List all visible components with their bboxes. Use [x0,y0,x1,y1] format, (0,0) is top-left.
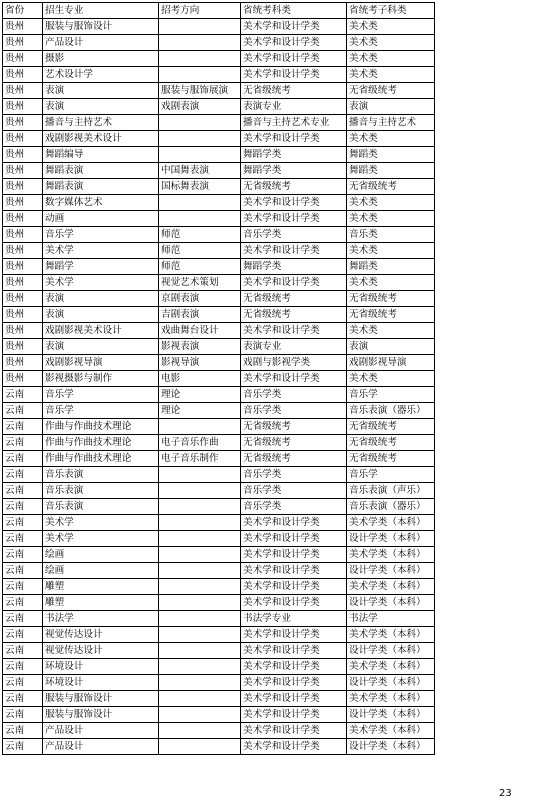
cell-province: 云南 [3,451,43,467]
cell-province: 云南 [3,403,43,419]
cell-exam-category: 美术学和设计学类 [241,707,347,723]
cell-direction [159,467,241,483]
cell-direction [159,211,241,227]
page-number: 23 [499,788,512,799]
cell-major: 表演 [43,83,159,99]
cell-province: 云南 [3,627,43,643]
cell-province: 贵州 [3,115,43,131]
cell-province: 贵州 [3,51,43,67]
cell-major: 雕塑 [43,579,159,595]
table-row [3,83,435,99]
table-row [3,19,435,35]
cell-direction: 戏剧表演 [159,99,241,115]
cell-major: 戏剧影视导演 [43,355,159,371]
cell-province: 贵州 [3,179,43,195]
cell-exam-subcategory: 美术类 [347,51,435,67]
cell-province: 贵州 [3,243,43,259]
table-row [3,467,435,483]
table-row [3,387,435,403]
cell-major: 舞蹈表演 [43,163,159,179]
cell-exam-category: 美术学和设计学类 [241,371,347,387]
cell-exam-subcategory: 舞蹈类 [347,259,435,275]
cell-major: 雕塑 [43,595,159,611]
table-row [3,403,435,419]
cell-exam-category: 无省级统考 [241,435,347,451]
cell-major: 产品设计 [43,739,159,755]
cell-exam-subcategory: 设计学类（本科） [347,675,435,691]
table-row [3,115,435,131]
cell-province: 云南 [3,515,43,531]
cell-direction [159,195,241,211]
cell-major: 表演 [43,291,159,307]
cell-exam-category: 美术学和设计学类 [241,323,347,339]
cell-direction [159,131,241,147]
cell-direction: 电影 [159,371,241,387]
cell-direction [159,499,241,515]
cell-direction: 电子音乐制作 [159,451,241,467]
cell-province: 贵州 [3,67,43,83]
cell-exam-subcategory: 音乐表演（器乐） [347,499,435,515]
table-row [3,691,435,707]
cell-major: 舞蹈编导 [43,147,159,163]
cell-major: 美术学 [43,275,159,291]
table-row [3,579,435,595]
cell-exam-category: 美术学和设计学类 [241,595,347,611]
cell-exam-category: 无省级统考 [241,419,347,435]
table-row [3,451,435,467]
table-row [3,323,435,339]
cell-exam-category: 无省级统考 [241,451,347,467]
cell-province: 贵州 [3,275,43,291]
cell-exam-subcategory: 音乐学 [347,467,435,483]
cell-exam-subcategory: 音乐类 [347,227,435,243]
cell-major: 表演 [43,99,159,115]
cell-exam-subcategory: 美术类 [347,67,435,83]
cell-exam-category: 无省级统考 [241,83,347,99]
table-row [3,67,435,83]
cell-exam-subcategory: 音乐表演（声乐） [347,483,435,499]
cell-direction [159,659,241,675]
cell-exam-category: 美术学和设计学类 [241,563,347,579]
cell-exam-subcategory: 舞蹈类 [347,147,435,163]
admissions-table [2,2,435,755]
cell-major: 视觉传达设计 [43,643,159,659]
cell-direction [159,419,241,435]
cell-major: 音乐学 [43,387,159,403]
table-row [3,211,435,227]
header-direction: 招考方向 [159,3,241,19]
table-body [3,19,435,755]
cell-exam-subcategory: 美术类 [347,371,435,387]
cell-direction [159,723,241,739]
cell-direction [159,51,241,67]
cell-province: 贵州 [3,83,43,99]
cell-province: 云南 [3,387,43,403]
cell-major: 音乐表演 [43,467,159,483]
cell-exam-category: 美术学和设计学类 [241,35,347,51]
cell-province: 贵州 [3,35,43,51]
cell-exam-category: 音乐学类 [241,403,347,419]
cell-exam-subcategory: 无省级统考 [347,451,435,467]
cell-province: 贵州 [3,211,43,227]
cell-province: 云南 [3,739,43,755]
table-row [3,291,435,307]
cell-exam-subcategory: 美术类 [347,195,435,211]
cell-exam-category: 美术学和设计学类 [241,243,347,259]
table-row [3,195,435,211]
cell-major: 舞蹈表演 [43,179,159,195]
cell-major: 戏剧影视美术设计 [43,131,159,147]
cell-province: 贵州 [3,339,43,355]
cell-direction [159,675,241,691]
cell-direction: 影视表演 [159,339,241,355]
cell-exam-subcategory: 设计学类（本科） [347,595,435,611]
table-row [3,147,435,163]
table-row [3,419,435,435]
table-row [3,611,435,627]
cell-exam-subcategory: 无省级统考 [347,419,435,435]
cell-exam-category: 美术学和设计学类 [241,275,347,291]
cell-major: 绘画 [43,547,159,563]
cell-exam-subcategory: 美术类 [347,211,435,227]
cell-direction [159,691,241,707]
cell-major: 艺术设计学 [43,67,159,83]
cell-exam-subcategory: 美术学类（本科） [347,579,435,595]
cell-exam-category: 美术学和设计学类 [241,739,347,755]
table-row [3,307,435,323]
cell-exam-subcategory: 无省级统考 [347,291,435,307]
cell-major: 环境设计 [43,659,159,675]
table-row [3,435,435,451]
cell-exam-category: 表演专业 [241,99,347,115]
cell-province: 云南 [3,435,43,451]
cell-direction [159,611,241,627]
cell-province: 贵州 [3,371,43,387]
cell-major: 摄影 [43,51,159,67]
cell-direction [159,483,241,499]
cell-exam-category: 音乐学类 [241,387,347,403]
table-row [3,355,435,371]
cell-province: 云南 [3,675,43,691]
cell-province: 贵州 [3,227,43,243]
cell-direction: 中国舞表演 [159,163,241,179]
cell-exam-category: 美术学和设计学类 [241,627,347,643]
cell-major: 服装与服饰设计 [43,707,159,723]
cell-exam-subcategory: 播音与主持艺术 [347,115,435,131]
cell-province: 贵州 [3,323,43,339]
table-row [3,515,435,531]
cell-exam-category: 美术学和设计学类 [241,19,347,35]
cell-province: 贵州 [3,163,43,179]
table-row [3,371,435,387]
cell-exam-subcategory: 设计学类（本科） [347,531,435,547]
cell-exam-category: 戏剧与影视学类 [241,355,347,371]
cell-major: 影视摄影与制作 [43,371,159,387]
cell-major: 美术学 [43,515,159,531]
cell-major: 戏剧影视美术设计 [43,323,159,339]
cell-exam-category: 音乐学类 [241,483,347,499]
cell-major: 作曲与作曲技术理论 [43,419,159,435]
table-row [3,707,435,723]
table-row [3,227,435,243]
cell-exam-subcategory: 音乐表演（器乐） [347,403,435,419]
cell-major: 作曲与作曲技术理论 [43,451,159,467]
cell-exam-category: 音乐学类 [241,499,347,515]
table-row [3,675,435,691]
cell-province: 云南 [3,563,43,579]
cell-exam-subcategory: 美术学类（本科） [347,723,435,739]
cell-province: 云南 [3,659,43,675]
table-row [3,51,435,67]
header-major: 招生专业 [43,3,159,19]
cell-exam-subcategory: 美术学类（本科） [347,691,435,707]
table-row [3,659,435,675]
cell-direction [159,579,241,595]
cell-major: 服装与服饰设计 [43,19,159,35]
cell-direction: 戏曲舞台设计 [159,323,241,339]
cell-major: 音乐学 [43,227,159,243]
table-row [3,531,435,547]
cell-direction: 吉剧表演 [159,307,241,323]
cell-exam-category: 美术学和设计学类 [241,515,347,531]
table-row [3,563,435,579]
table-row [3,595,435,611]
table-row [3,179,435,195]
cell-major: 表演 [43,307,159,323]
cell-province: 云南 [3,595,43,611]
cell-province: 云南 [3,531,43,547]
cell-exam-subcategory: 音乐学 [347,387,435,403]
cell-exam-category: 美术学和设计学类 [241,659,347,675]
cell-major: 视觉传达设计 [43,627,159,643]
cell-exam-category: 美术学和设计学类 [241,579,347,595]
cell-exam-category: 播音与主持艺术专业 [241,115,347,131]
cell-exam-subcategory: 设计学类（本科） [347,563,435,579]
table-row [3,35,435,51]
cell-direction: 电子音乐作曲 [159,435,241,451]
cell-exam-subcategory: 表演 [347,339,435,355]
cell-direction: 师范 [159,243,241,259]
cell-exam-category: 无省级统考 [241,291,347,307]
cell-direction: 影视导演 [159,355,241,371]
cell-direction [159,67,241,83]
table-row [3,499,435,515]
cell-province: 云南 [3,723,43,739]
cell-direction: 师范 [159,259,241,275]
cell-direction: 理论 [159,403,241,419]
cell-exam-subcategory: 美术类 [347,35,435,51]
cell-major: 音乐表演 [43,499,159,515]
cell-province: 贵州 [3,131,43,147]
cell-province: 云南 [3,483,43,499]
cell-province: 云南 [3,547,43,563]
cell-province: 贵州 [3,291,43,307]
cell-province: 云南 [3,707,43,723]
cell-direction: 理论 [159,387,241,403]
cell-major: 数字媒体艺术 [43,195,159,211]
cell-exam-category: 舞蹈学类 [241,259,347,275]
cell-major: 美术学 [43,531,159,547]
cell-exam-subcategory: 美术学类（本科） [347,547,435,563]
cell-major: 播音与主持艺术 [43,115,159,131]
cell-exam-subcategory: 设计学类（本科） [347,643,435,659]
cell-exam-category: 表演专业 [241,339,347,355]
cell-exam-subcategory: 美术类 [347,131,435,147]
cell-exam-category: 舞蹈学类 [241,147,347,163]
cell-exam-category: 书法学专业 [241,611,347,627]
cell-direction [159,19,241,35]
cell-exam-category: 音乐学类 [241,227,347,243]
cell-direction [159,707,241,723]
table-row [3,243,435,259]
cell-major: 产品设计 [43,35,159,51]
table-row [3,739,435,755]
cell-exam-subcategory: 无省级统考 [347,435,435,451]
cell-exam-subcategory: 设计学类（本科） [347,707,435,723]
cell-exam-subcategory: 舞蹈类 [347,163,435,179]
table-row [3,275,435,291]
cell-province: 贵州 [3,19,43,35]
cell-direction [159,147,241,163]
cell-direction: 视觉艺术策划 [159,275,241,291]
cell-exam-category: 美术学和设计学类 [241,51,347,67]
cell-province: 贵州 [3,307,43,323]
cell-province: 云南 [3,419,43,435]
cell-exam-category: 美术学和设计学类 [241,547,347,563]
cell-exam-subcategory: 美术学类（本科） [347,515,435,531]
cell-direction: 服装与服饰展演 [159,83,241,99]
cell-exam-subcategory: 表演 [347,99,435,115]
cell-major: 舞蹈学 [43,259,159,275]
cell-direction: 京剧表演 [159,291,241,307]
table-row [3,723,435,739]
cell-exam-subcategory: 美术学类（本科） [347,659,435,675]
table-row [3,627,435,643]
cell-exam-subcategory: 书法学 [347,611,435,627]
cell-exam-category: 无省级统考 [241,179,347,195]
cell-province: 云南 [3,579,43,595]
cell-exam-category: 美术学和设计学类 [241,643,347,659]
table-row [3,547,435,563]
table-row [3,643,435,659]
cell-major: 美术学 [43,243,159,259]
cell-province: 云南 [3,499,43,515]
cell-major: 音乐学 [43,403,159,419]
cell-major: 作曲与作曲技术理论 [43,435,159,451]
cell-province: 贵州 [3,355,43,371]
cell-exam-category: 美术学和设计学类 [241,691,347,707]
cell-exam-subcategory: 美术类 [347,275,435,291]
cell-exam-subcategory: 设计学类（本科） [347,739,435,755]
cell-direction [159,547,241,563]
cell-major: 音乐表演 [43,483,159,499]
cell-major: 绘画 [43,563,159,579]
cell-province: 贵州 [3,99,43,115]
cell-province: 贵州 [3,195,43,211]
cell-major: 书法学 [43,611,159,627]
table-row [3,163,435,179]
cell-direction: 国标舞表演 [159,179,241,195]
cell-major: 产品设计 [43,723,159,739]
cell-major: 环境设计 [43,675,159,691]
cell-exam-category: 无省级统考 [241,307,347,323]
header-province: 省份 [3,3,43,19]
table-row [3,339,435,355]
cell-province: 贵州 [3,259,43,275]
cell-exam-category: 美术学和设计学类 [241,195,347,211]
table-row [3,259,435,275]
cell-direction [159,531,241,547]
cell-major: 动画 [43,211,159,227]
cell-exam-category: 美术学和设计学类 [241,131,347,147]
header-exam-subcategory: 省统考子科类 [347,3,435,19]
cell-direction [159,627,241,643]
cell-exam-subcategory: 美术类 [347,19,435,35]
cell-province: 云南 [3,691,43,707]
cell-province: 云南 [3,467,43,483]
table-row [3,131,435,147]
cell-exam-category: 美术学和设计学类 [241,67,347,83]
cell-province: 云南 [3,643,43,659]
cell-direction [159,563,241,579]
cell-direction [159,115,241,131]
header-exam-category: 省统考科类 [241,3,347,19]
cell-exam-subcategory: 美术类 [347,323,435,339]
cell-exam-subcategory: 无省级统考 [347,307,435,323]
cell-direction [159,643,241,659]
cell-exam-category: 美术学和设计学类 [241,675,347,691]
cell-direction [159,595,241,611]
cell-exam-category: 舞蹈学类 [241,163,347,179]
cell-exam-subcategory: 戏剧影视导演 [347,355,435,371]
cell-major: 服装与服饰设计 [43,691,159,707]
cell-exam-subcategory: 无省级统考 [347,83,435,99]
cell-exam-category: 美术学和设计学类 [241,531,347,547]
cell-direction [159,739,241,755]
table-row [3,483,435,499]
cell-exam-category: 美术学和设计学类 [241,723,347,739]
cell-direction: 师范 [159,227,241,243]
cell-exam-category: 音乐学类 [241,467,347,483]
cell-exam-subcategory: 美术类 [347,243,435,259]
table-header-row [3,3,435,19]
cell-exam-subcategory: 美术学类（本科） [347,627,435,643]
cell-province: 贵州 [3,147,43,163]
cell-exam-category: 美术学和设计学类 [241,211,347,227]
cell-direction [159,35,241,51]
cell-province: 云南 [3,611,43,627]
cell-major: 表演 [43,339,159,355]
cell-direction [159,515,241,531]
table-row [3,99,435,115]
cell-exam-subcategory: 无省级统考 [347,179,435,195]
